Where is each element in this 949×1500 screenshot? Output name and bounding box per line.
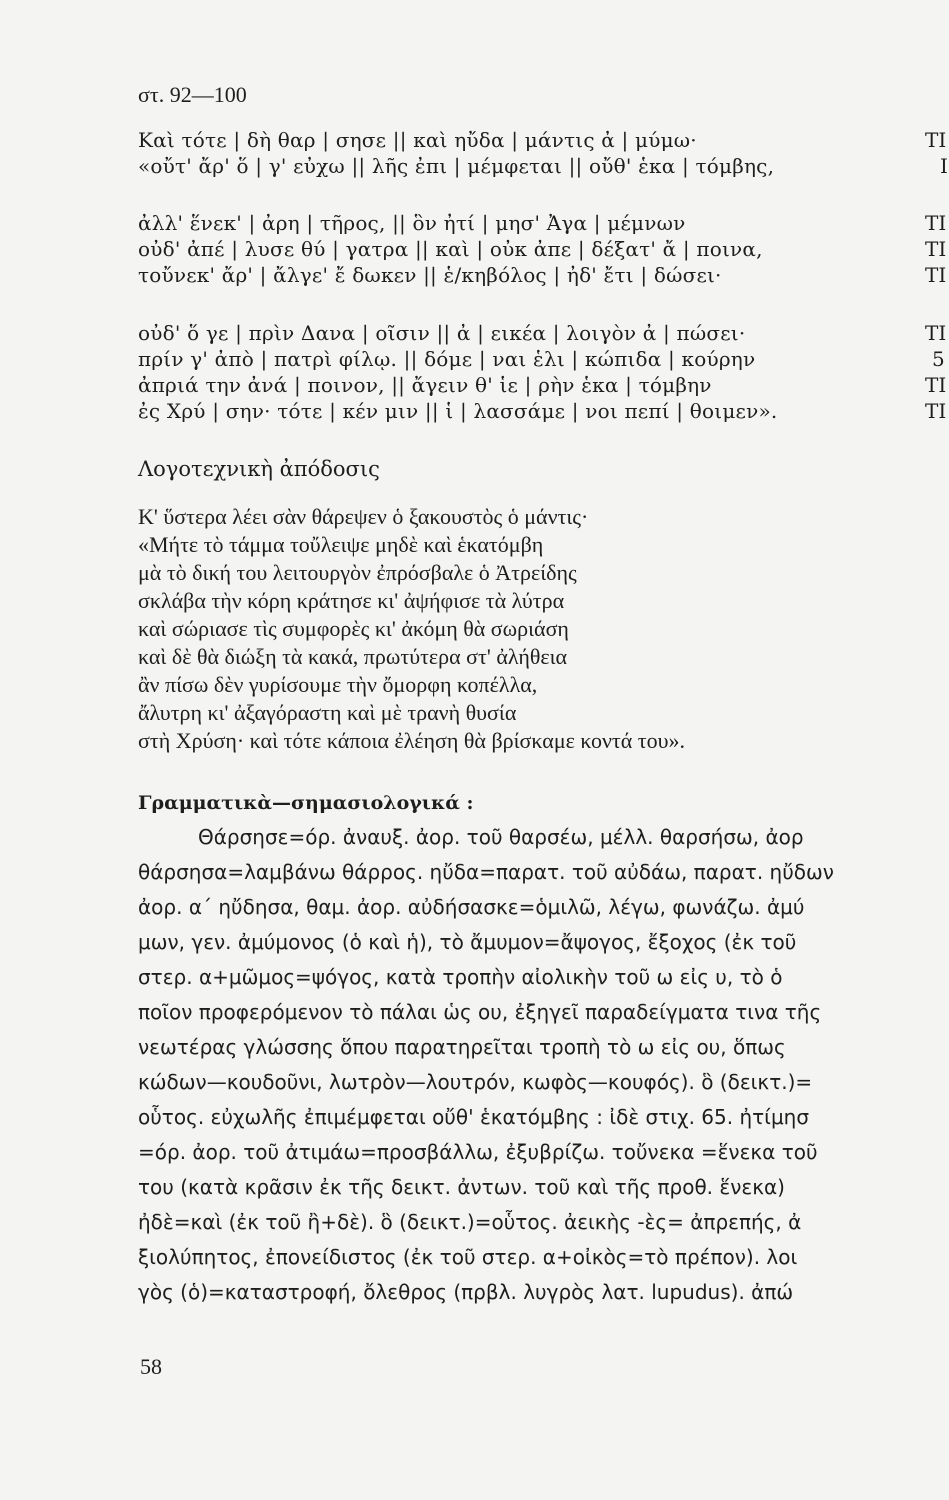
literary-line: σκλάβα τὴν κόρη κράτησε κι' ἀψήφισε τὰ λύτρα xyxy=(138,588,565,613)
grammar-line: Θάρσησε=όρ. ἀναυξ. ἀορ. τοῦ θαρσέω, μέλλ. θαρσήσω, ἀορ xyxy=(198,825,804,849)
margin-mark: ΤΙ xyxy=(925,128,947,152)
grammar-line: του (κατὰ κρᾶσιν ἐκ τῆς δεικτ. ἀντων. τοῦ καὶ τῆς προθ. ἕνεκα) xyxy=(138,1175,785,1199)
scansion-line: πρίν γ' ἀπὸ | πατρὶ φίλῳ. || δόμε | ναι ἑλι | κώπιδα | κούρην xyxy=(138,347,756,371)
margin-mark: 5 xyxy=(932,347,945,371)
margin-mark: ΤΙ xyxy=(925,321,947,345)
grammar-line: οὗτος. εὐχωλῆς ἐπιμέμφεται οὔθ' ἑκατόμβης : ἰδὲ στιχ. 65. ἠτίμησ xyxy=(138,1105,810,1129)
verse-reference: στ. 92—100 xyxy=(138,82,247,107)
margin-mark: ΤΙ xyxy=(925,211,947,235)
scansion-line: Καὶ τότε | δὴ θαρ | σησε || καὶ ηὔδα | μάντις ἀ | μύμω· xyxy=(138,128,697,152)
grammar-line: στερ. α+μῶμος=ψόγος, κατὰ τροπὴν αἰολικὴν τοῦ ω εἰς υ, τὸ ὁ xyxy=(138,965,783,989)
literary-line: στὴ Χρύση· καὶ τότε κάποια ἐλέηση θὰ βρίσκαμε κοντά του». xyxy=(138,728,686,753)
literary-line: καὶ σώριασε τὶς συμφορὲς κι' ἀκόμη θὰ σωριάση xyxy=(138,616,569,641)
literary-line: μὰ τὸ δική του λειτουργὸν ἐπρόσβαλε ὁ Ἀτρείδης xyxy=(138,560,577,585)
grammar-line: ποῖον προφερόμενον τὸ πάλαι ὡς ου, ἐξηγεῖ παραδείγματα τινα τῆς xyxy=(138,1000,822,1024)
margin-mark: ΤΙ xyxy=(925,237,947,261)
grammar-line: νεωτέρας γλώσσης ὅπου παρατηρεῖται τροπὴ τὸ ω εἰς ου, ὅπως xyxy=(138,1035,786,1059)
scansion-line: οὐδ' ἀπέ | λυσε θύ | γατρα || καὶ | οὐκ ἀπε | δέξατ' ἄ | ποινα, xyxy=(138,237,763,261)
margin-mark: ΤΙ xyxy=(925,263,947,287)
margin-mark: ΤΙ xyxy=(925,373,947,397)
margin-mark: ΤΙ xyxy=(925,399,947,423)
scansion-line: οὐδ' ὅ γε | πρὶν Δανα | οῖσιν || ἀ | εικέα | λοιγὸν ἀ | πώσει· xyxy=(138,321,746,345)
literary-line: καὶ δὲ θὰ διώξη τὰ κακά, πρωτύτερα στ' ἀλήθεια xyxy=(138,644,568,669)
literary-line: ἄλυτρη κι' ἀξαγόραστη καὶ μὲ τρανὴ θυσία xyxy=(138,700,517,725)
grammar-heading: Γραμματικὰ—σημασιολογικά : xyxy=(138,792,474,814)
grammar-line: κώδων—κουδοῦνι, λωτρὸν—λουτρόν, κωφὸς—κουφός). ὃ (δεικτ.)= xyxy=(138,1070,813,1094)
grammar-line: ξιολύπητος, ἐπονείδιστος (ἐκ τοῦ στερ. α+οἰκὸς=τὸ πρέπον). λοι xyxy=(138,1245,798,1269)
grammar-line: ἀορ. α΄ ηὔδησα, θαμ. ἀορ. αὐδήσασκε=ὁμιλῶ, λέγω, φωνάζω. ἀμύ xyxy=(138,895,805,919)
grammar-line: μων, γεν. ἀμύμονος (ὁ καὶ ἡ), τὸ ἄμυμον=ἄψογος, ἔξοχος (ἐκ τοῦ xyxy=(138,930,797,954)
grammar-line: ἠδὲ=καὶ (ἐκ τοῦ ἢ+δὲ). ὃ (δεικτ.)=οὗτος. ἀεικὴς -ὲς= ἀπρεπής, ἀ xyxy=(138,1210,802,1234)
page-number: 58 xyxy=(140,1354,162,1379)
literary-line: «Μήτε τὸ τάμμα τοὔλειψε μηδὲ καὶ ἑκατόμβη xyxy=(138,532,544,557)
scansion-line: τοὔνεκ' ἄρ' | ἄλγε' ἔ δωκεν || ἑ/κηβόλος | ἠδ' ἔτι | δώσει· xyxy=(138,263,722,287)
grammar-line: =όρ. ἀορ. τοῦ ἀτιμάω=προσβάλλω, ἐξυβρίζω. τοὔνεκα =ἕνεκα τοῦ xyxy=(138,1140,818,1164)
margin-mark: Ι xyxy=(940,154,948,178)
scansion-line: ἀλλ' ἕνεκ' | ἀρη | τῆρος, || ὃν ἠτί | μησ' Ἀγα | μέμνων xyxy=(138,211,686,235)
scansion-line: ἀπριά την ἀνά | ποινον, || ἄγειν θ' ἱε | ρὴν ἑκα | τόμβην xyxy=(138,373,712,397)
grammar-line: θάρσησα=λαμβάνω θάρρος. ηὔδα=παρατ. τοῦ αὐδάω, παρατ. ηὔδων xyxy=(138,860,834,884)
literary-heading: Λογοτεχνικὴ ἀπόδοσις xyxy=(138,457,380,481)
scansion-line: «οὔτ' ἄρ' ὅ | γ' εὐχω || λῆς ἐπι | μέμφεται || οὔθ' ἑκα | τόμβης, xyxy=(138,154,775,178)
literary-line: ἂν πίσω δὲν γυρίσουμε τὴν ὄμορφη κοπέλλα, xyxy=(138,672,538,697)
scansion-line: ἐς Χρύ | σην· τότε | κέν μιν || ἱ | λασσάμε | νοι πεπί | θοιμεν». xyxy=(138,399,778,423)
literary-line: Κ' ὕστερα λέει σὰν θάρεψεν ὁ ξακουστὸς ὁ μάντις· xyxy=(138,504,589,529)
grammar-line: γὸς (ὁ)=καταστροφή, ὄλεθρος (πρβλ. λυγρὸς λατ. lupudus). ἀπώ xyxy=(138,1280,794,1304)
